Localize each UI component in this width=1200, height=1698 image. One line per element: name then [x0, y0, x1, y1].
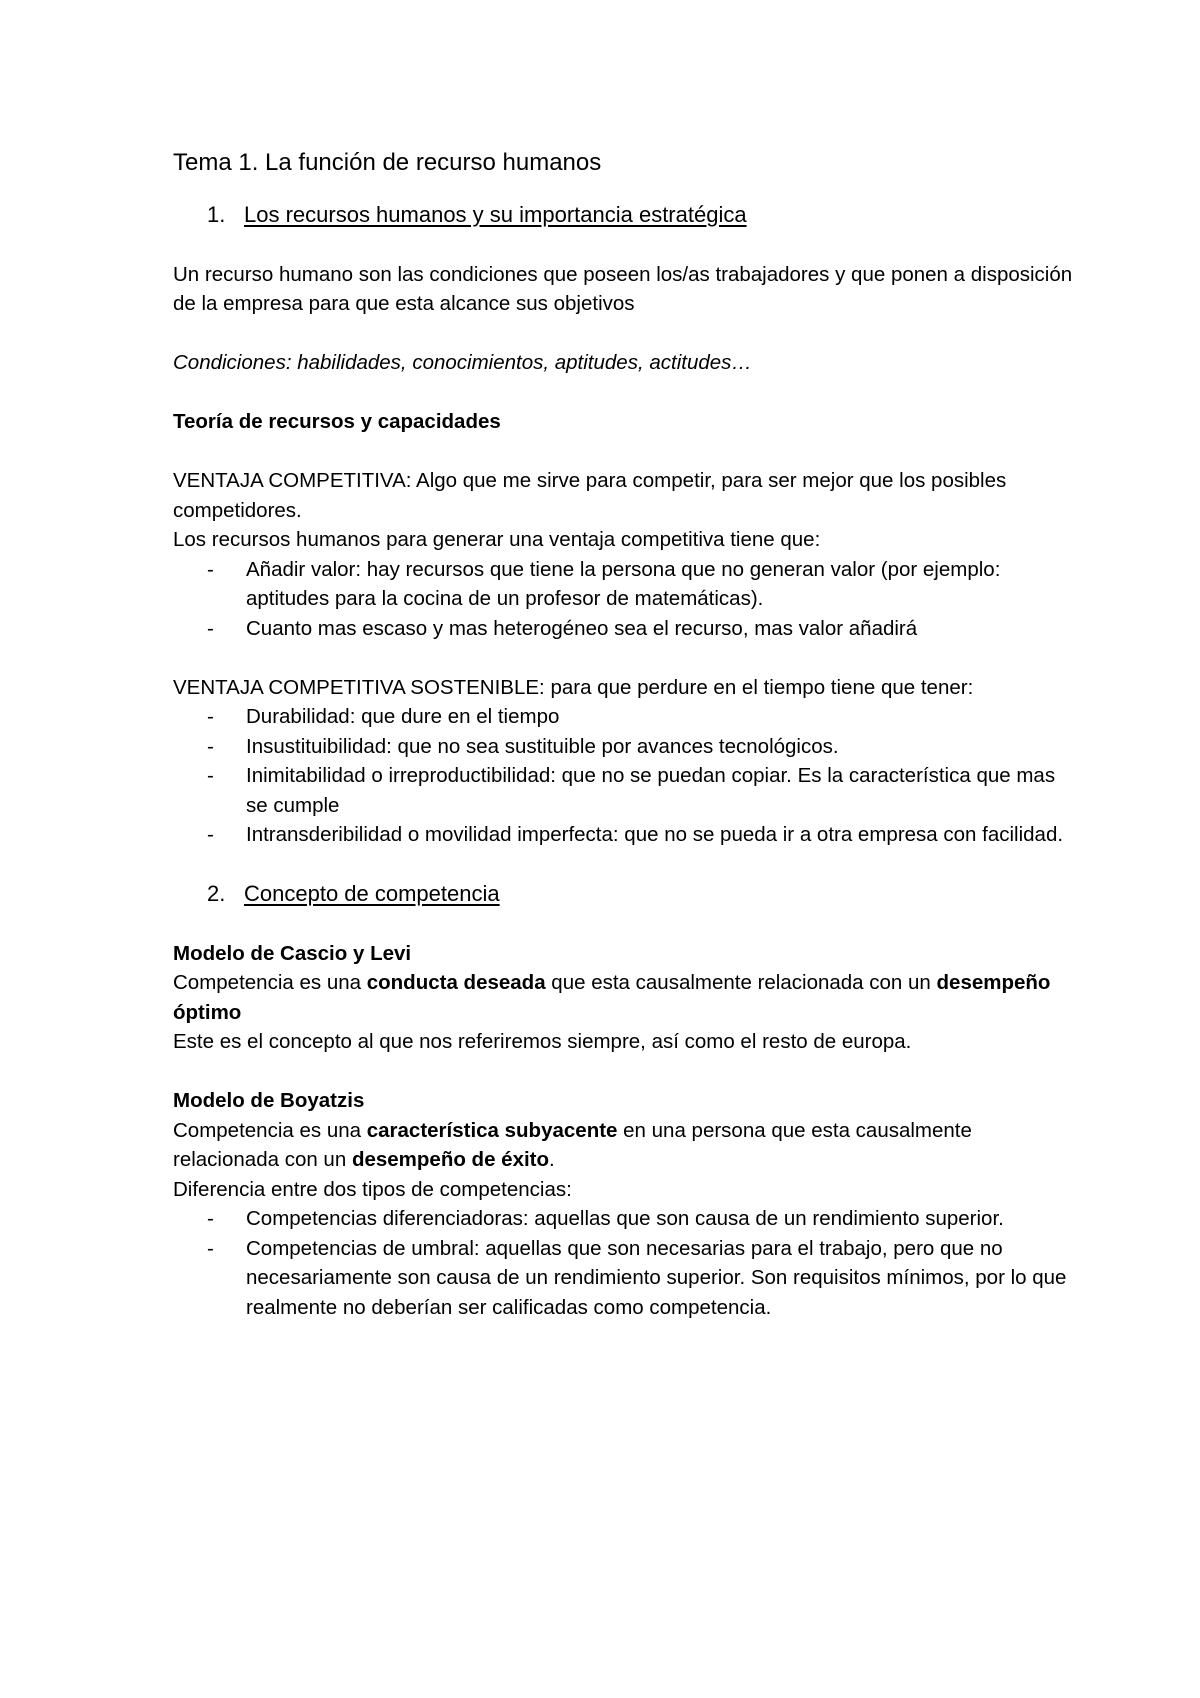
ventaja-text: Algo que me sirve para competir, para ser mejor que los posibles competidores. [173, 469, 1007, 522]
conditions-paragraph: Condiciones: habilidades, conocimientos, aptitudes, actitudes… [173, 351, 752, 374]
ventaja-lead: Los recursos humanos para generar una ventaja competitiva tiene que: [173, 528, 821, 551]
intro-paragraph: Un recurso humano son las condiciones que poseen los/as trabajadores y que ponen a disposición de la empresa para que esta alcance sus objetivos [173, 262, 1073, 315]
section-2-number: 2. [207, 881, 226, 906]
boyatzis-bold-2: desempeño de éxito [351, 1148, 550, 1171]
sostenible-paragraph [173, 673, 1073, 703]
boyatzis-definition [173, 1116, 1073, 1175]
section-1-number: 1. [207, 202, 226, 227]
theory-heading: Teoría de recursos y capacidades [173, 410, 501, 433]
list-item: - Inimitabilidad o irreproductibilidad: que no se puedan copiar. Es la característica que mas se cumple [173, 761, 1073, 820]
list-item: - Insustituibilidad: que no sea sustituible por avances tecnológicos. [173, 732, 1073, 762]
cascio-heading: Modelo de Cascio y Levi [173, 941, 412, 965]
sostenible-text: para que perdure en el tiempo tiene que tener: [550, 675, 974, 699]
boyatzis-lead: Diferencia entre dos tipos de competencias: [173, 1177, 572, 1201]
document-body [173, 146, 1073, 1322]
section-1-title: Los recursos humanos y su importancia estratégica [244, 202, 747, 227]
ventaja-paragraph [173, 466, 1073, 525]
boyatzis-text-1: Competencia es una [173, 1118, 367, 1142]
section-2-heading [207, 879, 1073, 909]
list-item: - Añadir valor: hay recursos que tiene la persona que no generan valor (por ejemplo: aptitudes para la cocina de un profesor de matemáticas). [173, 555, 1073, 614]
ventaja-label: VENTAJA COMPETITIVA: [173, 469, 412, 492]
boyatzis-text-2: en una persona que esta causalmente relacionada con un [173, 1118, 972, 1171]
ventaja-list [173, 555, 1073, 644]
list-item: - Competencias diferenciadoras: aquellas que son causa de un rendimiento superior. [173, 1204, 1073, 1234]
cascio-bold-2: desempeño óptimo [173, 971, 1051, 1024]
list-item: - Intransderibilidad o movilidad imperfecta: que no se pueda ir a otra empresa con facilidad. [173, 820, 1073, 850]
boyatzis-bold-1: característica subyacente [366, 1118, 618, 1142]
boyatzis-list [173, 1204, 1073, 1322]
sostenible-label: VENTAJA COMPETITIVA SOSTENIBLE: [173, 675, 545, 699]
cascio-note: Este es el concepto al que nos referiremos siempre, así como el resto de europa. [173, 1030, 912, 1053]
document-title: Tema 1. La función de recurso humanos [173, 149, 602, 176]
section-2-title: Concepto de competencia [244, 881, 500, 906]
cascio-bold-1: conducta deseada [366, 971, 546, 994]
section-1-heading [207, 200, 1073, 230]
list-item: - Competencias de umbral: aquellas que son necesarias para el trabajo, pero que no necesariamente son causa de un rendimiento superior. Son requisitos mínimos, por lo que realmente no deberían ser calificadas como competencia. [173, 1234, 1073, 1323]
cascio-text-2: que esta causalmente relacionada con un [545, 971, 937, 994]
boyatzis-text-3: . [549, 1148, 555, 1171]
sostenible-list [173, 702, 1073, 850]
cascio-text-1: Competencia es una [173, 971, 367, 994]
list-item: - Durabilidad: que dure en el tiempo [173, 702, 1073, 732]
list-item: - Cuanto mas escaso y mas heterogéneo sea el recurso, mas valor añadirá [173, 614, 1073, 644]
cascio-definition [173, 968, 1073, 1027]
boyatzis-heading: Modelo de Boyatzis [173, 1089, 365, 1112]
